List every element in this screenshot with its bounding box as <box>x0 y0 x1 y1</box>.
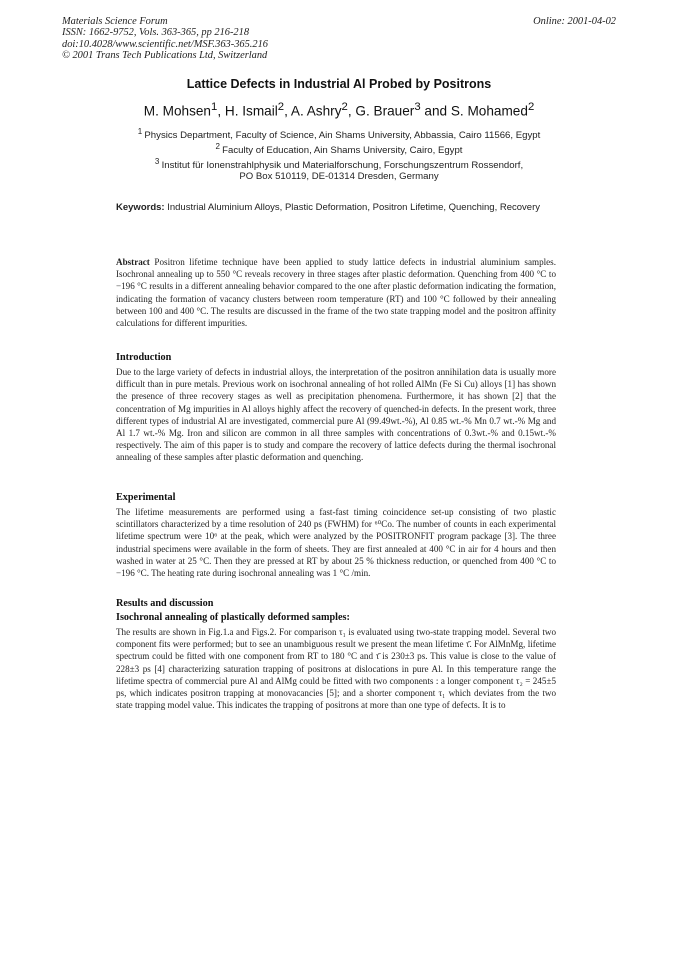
paper-title: Lattice Defects in Industrial Al Probed by Positrons <box>186 77 492 91</box>
journal-header <box>62 16 268 62</box>
abstract <box>116 256 556 329</box>
affiliation-3 <box>0 156 678 182</box>
keywords-label: Keywords: <box>116 202 165 213</box>
results-subheading: Isochronal annealing of plastically deformed samples: <box>116 612 350 623</box>
keywords <box>116 202 556 214</box>
author-name: A. Ashry <box>290 103 342 119</box>
abstract-text: Positron lifetime technique have been applied to study lattice defects in industrial aluminium samples. Isochronal annealing up to 550 °C reveals recovery in three stages after plastic deformation. Quenching from 400 °C to −196 °C results in a different annealing behavior compared to the one after plastic deformation indicating the formation, indicating the formation of vacancy clusters between room temperature (RT) and 100 °C followed by their annealing between 100 and 400 °C. The results are discussed in the frame of the two state trapping model and the positron affinity calculations for different impurities. <box>116 257 556 329</box>
online-date: Online: 2001-04-02 <box>533 16 616 27</box>
author-name: G. Brauer <box>355 103 415 119</box>
affiliation-text: Institut für Ionenstrahlphysik und Materialforschung, Forschungszentrum Rossendorf, <box>161 160 524 172</box>
affil-marker: 2 <box>215 142 223 151</box>
author-name: S. Mohamed <box>450 103 528 119</box>
author-affil-marker: 2 <box>341 101 348 113</box>
introduction-text: Due to the large variety of defects in industrial alloys, the interpretation of the positron annihilation data is usually more difficult than in pure metals. Previous work on isochronal annealing of hot rolled AlMn (Fe Si Cu) alloys [1] has shown the presence of three recovery stages as well as precipitation phenomena. Furthermore, it has shown [2] that the concentration of Mg impurities in Al alloys highly affect the recovery of quenched-in defects. In the present work, three different types of industrial Al are investigated, commercial pure Al (99.49wt.-%), Al 0.85 wt.-% Mn 0.7 wt.-% Mg and Al 1.7 wt.-% Mg. Iron and silicon are common in all three samples with concentrations of 0.3wt.-% and 0.15wt.-% respectively. The aim of this paper is to study and compare the recovery of lattice defects during the thermal isochronal annealing of these samples after plastic deformation and quenching. <box>116 367 556 463</box>
experimental-text: The lifetime measurements are performed using a fast-fast timing coincidence set-up consisting of two plastic scintillators characterized by a time resolution of 240 ps (FWHM) for ⁶⁰Co. The number of counts in each experimental lifetime spectrum were 10⁶ at the peak, which were analyzed by the POSITRONFIT program package [3]. The three industrial specimens were available in the form of sheets. They are first annealed at 400 °C in air for 4 hours and then washed in water at 25 °C. Then they are pressed at RT by about 25 % thickness reduction, or quenched from 400 °C to −196 °C. The heating rate during isochronal annealing was 1 °C /min. <box>116 507 556 579</box>
author-affil-marker: 3 <box>414 101 421 113</box>
affil-marker: 3 <box>154 157 162 166</box>
issn-line: ISSN: 1662-9752, Vols. 363-365, pp 216-218 <box>62 27 250 39</box>
results-heading: Results and discussion <box>116 598 214 609</box>
author-affil-marker: 1 <box>211 101 218 113</box>
author-name: M. Mohsen <box>143 103 211 119</box>
affiliation-text: Physics Department, Faculty of Science, Ain Shams University, Abbassia, Cairo 11566, Egypt <box>144 130 541 142</box>
experimental-heading: Experimental <box>116 492 176 503</box>
author-name: H. Ismail <box>224 103 278 119</box>
affiliation-2 <box>0 141 678 156</box>
introduction-heading: Introduction <box>116 352 172 363</box>
author-affil-marker: 2 <box>527 101 535 113</box>
keywords-text: Industrial Aluminium Alloys, Plastic Deformation, Positron Lifetime, Quenching, Recovery <box>167 202 540 213</box>
affil-marker: 1 <box>137 127 145 136</box>
copyright-line: © 2001 Trans Tech Publications Ltd, Switzerland <box>62 50 268 62</box>
results-text: The results are shown in Fig.1.a and Figs.2. For comparison τ₁ is evaluated using two-state trapping model. Several two component fits were performed; but to see an unambiguous result we present the mean lifetime τ̄. For AlMnMg, lifetime spectrum could be fitted with one component from RT to 180 °C and τ̄ is 230±3 ps. This value is close to the value of 228±3 ps [4] characterizing saturation trapping of positrons at dislocations in pure Al. In this temperature range the lifetime spectra of commercial pure Al and AlMg could be fitted with two components : a longer component τ₂ = 245±5 ps, which indicates positron trapping at monovacancies [5]; and a shorter component τ₁ which deviates from the two state trapping model value. This indicates the trapping of positrons at more than one type of defects. It is to <box>116 627 556 711</box>
affiliation-text: Faculty of Education, Ain Shams University, Cairo, Egypt <box>222 145 463 157</box>
doi-line: doi:10.4028/www.scientific.net/MSF.363-365.216 <box>62 38 268 50</box>
abstract-label: Abstract <box>116 257 150 267</box>
author-list: M. Mohsen$^1$, H. Ismail$^2$, A. Ashry$^2$, G. Brauer$^3$ and S. Mohamed$^2$ <box>143 101 535 119</box>
affiliation-1 <box>0 126 678 141</box>
author-affil-marker: 2 <box>277 101 285 113</box>
affiliation-text: PO Box 510119, DE-01314 Dresden, Germany <box>239 171 439 183</box>
journal-name: Materials Science Forum <box>62 16 168 27</box>
